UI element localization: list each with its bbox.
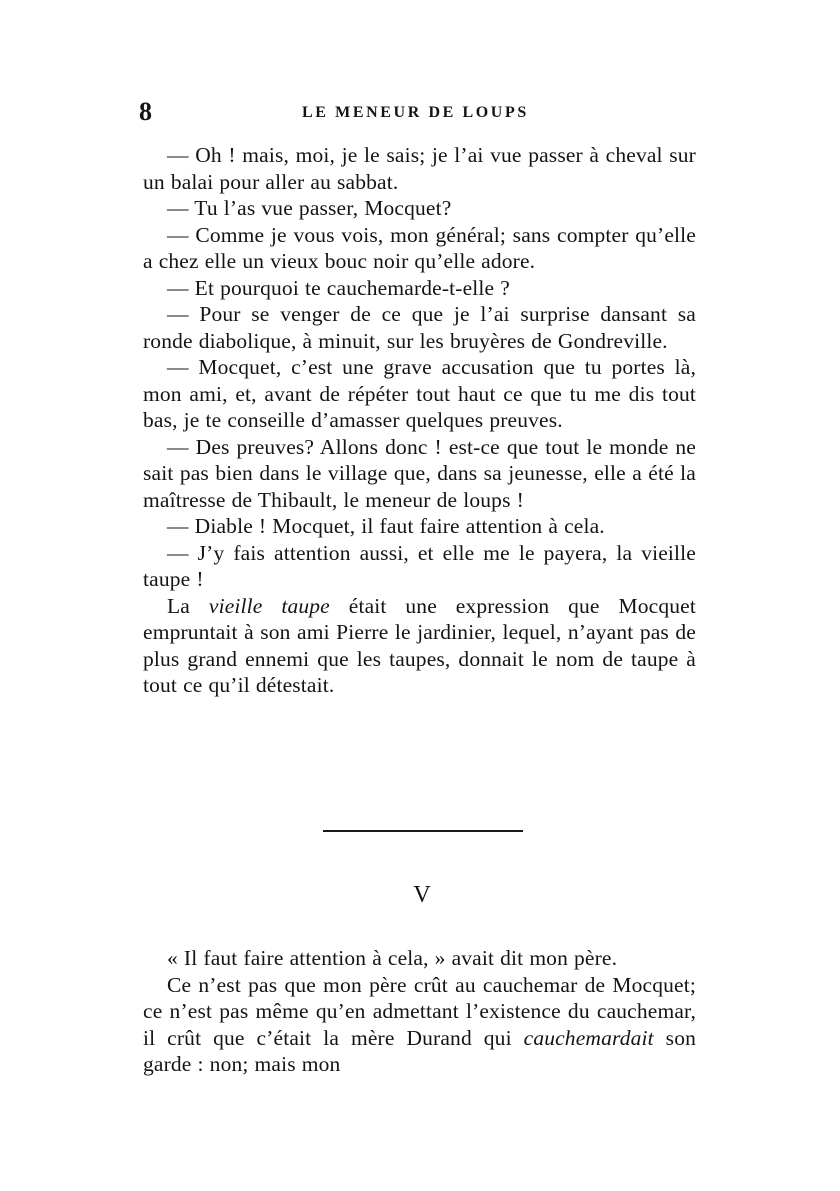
dialogue-line: — Des preuves? Allons donc ! est-ce que tout le monde ne sait pas bien dans le village que, dans sa jeunesse, elle a été la maîtresse de Thibault, le meneur de loups !	[143, 434, 696, 512]
dialogue-section	[143, 142, 696, 699]
dialogue-line: — Diable ! Mocquet, il faut faire attention à cela.	[167, 514, 605, 538]
chapter-paragraph-italic: cauchemardait	[523, 1025, 654, 1050]
chapter-paragraph: « Il faut faire attention à cela, » avait dit mon père.	[167, 946, 618, 970]
chapter-numeral: V	[413, 882, 431, 908]
page-number: 8	[139, 97, 152, 126]
chapter-text	[143, 945, 696, 1078]
chapter-paragraph-lead: Ce n’est pas que mon père crût au cauchemar de Mocquet; ce n’est pas même qu’en admettant l’existence du cauchemar, il crût que c’était la mère Durand qui	[143, 972, 696, 1050]
dialogue-line: — J’y fais attention aussi, et elle me le payera, la vieille taupe !	[143, 540, 696, 591]
dialogue-line: — Oh ! mais, moi, je le sais; je l’ai vue passer à cheval sur un balai pour aller au sabbat.	[143, 143, 696, 194]
dialogue-line: — Et pourquoi te cauchemarde-t-elle ?	[167, 275, 510, 300]
page-header	[0, 96, 840, 128]
dialogue-line: — Mocquet, c’est une grave accusation que tu portes là, mon ami, et, avant de répéter tout haut ce que tu me dis tout bas, je te conseille d’amasser quelques preuves.	[143, 355, 696, 432]
dialogue-line: — Comme je vous vois, mon général; sans compter qu’elle a chez elle un vieux bouc noir qu’elle adore.	[143, 222, 696, 273]
section-separator	[323, 830, 523, 832]
closing-paragraph-rest: était une expression que Mocquet empruntait à son ami Pierre le jardinier, lequel, n’ayant pas de plus grand ennemi que les taupes, donnait le nom de taupe à tout ce qu’il détestait.	[143, 593, 696, 697]
chapter-paragraph	[143, 972, 696, 1078]
closing-paragraph-italic: vieille taupe	[208, 593, 330, 618]
closing-paragraph-lead: La	[167, 593, 209, 618]
closing-paragraph	[143, 593, 696, 699]
running-title: LE MENEUR DE LOUPS	[302, 104, 529, 121]
dialogue-line: — Tu l’as vue passer, Mocquet?	[167, 196, 452, 220]
chapter-paragraph-rest: son garde : non; mais mon	[143, 1025, 696, 1076]
dialogue-line: — Pour se venger de ce que je l’ai surprise dansant sa ronde diabolique, à minuit, sur les bruyères de Gondreville.	[143, 302, 696, 353]
